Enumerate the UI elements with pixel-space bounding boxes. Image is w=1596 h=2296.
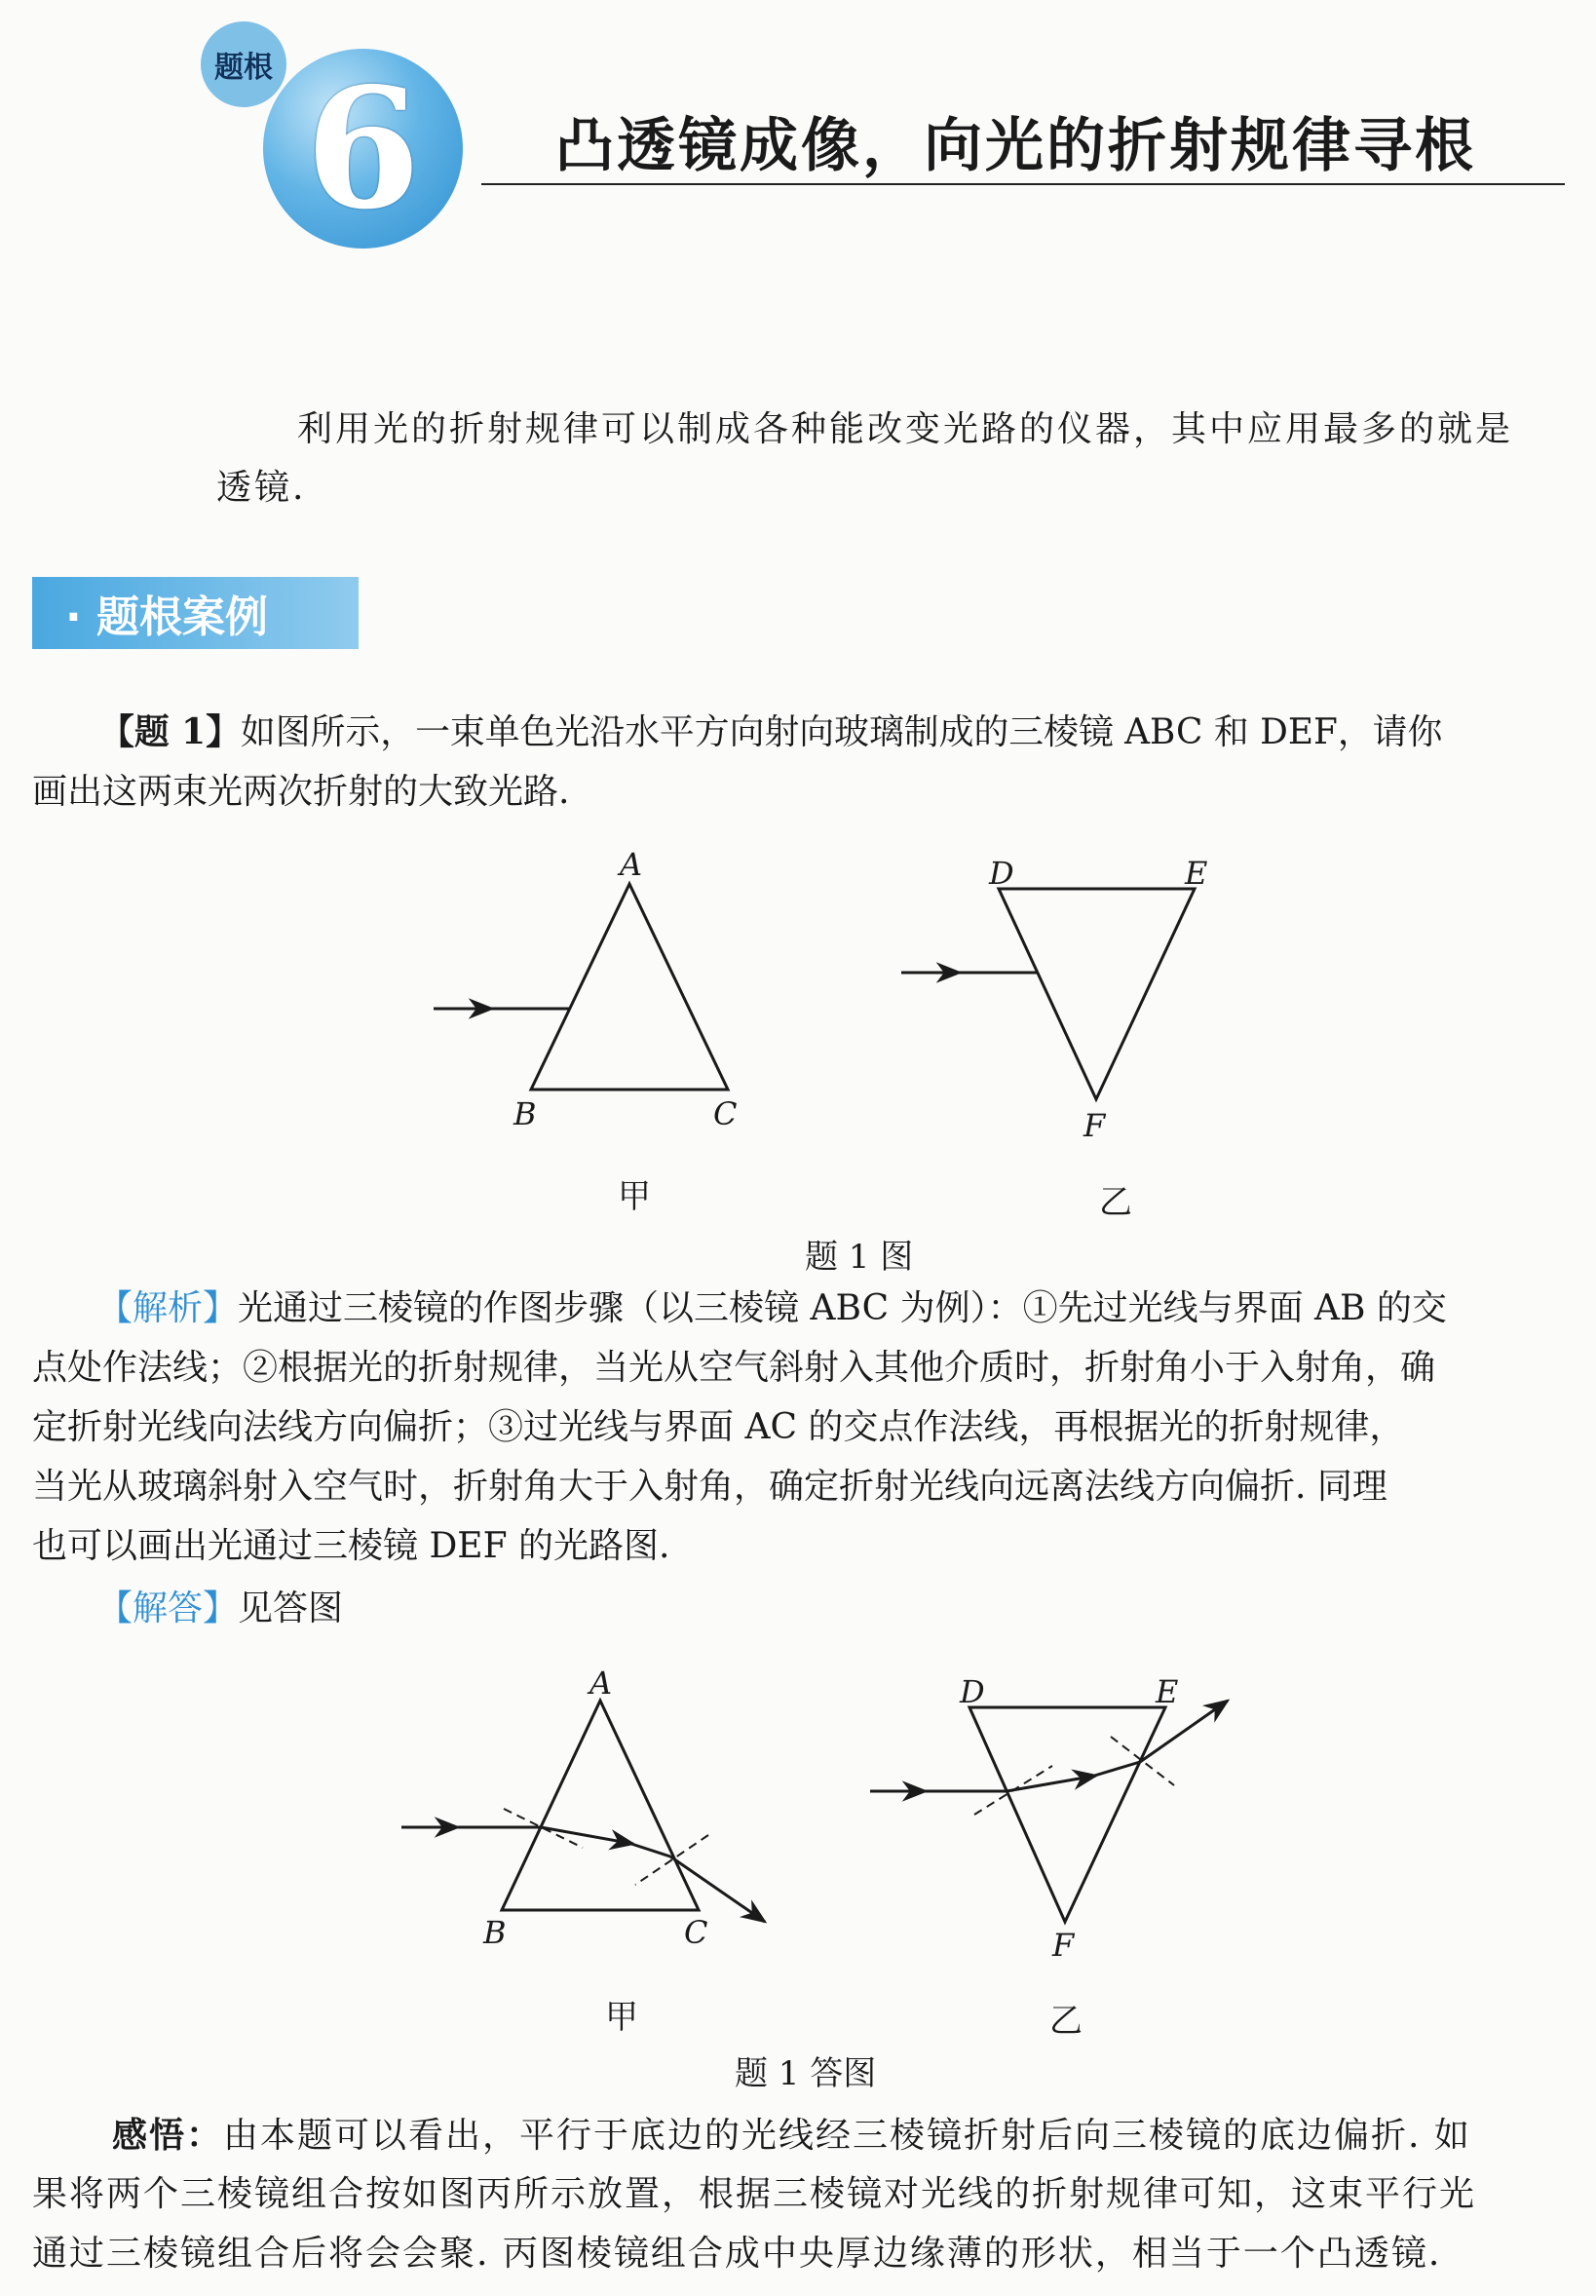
fig2-label-d: D	[960, 1673, 985, 1710]
problem-text-1: 如图所示，一束单色光沿水平方向射向玻璃制成的三棱镜 ABC 和 DEF，请你	[240, 712, 1443, 752]
section-label: · 题根案例	[65, 593, 269, 642]
chapter-number: 6	[305, 51, 421, 247]
fig2-label-f: F	[1052, 1927, 1075, 1964]
fig2-sub-right: 乙	[1049, 2002, 1083, 2041]
prism-def	[999, 889, 1195, 1099]
fig1-sub-left: 甲	[618, 1177, 651, 1216]
fig2-sub-left: 甲	[605, 1998, 638, 2037]
fig2-label-b: B	[483, 1914, 507, 1951]
problem-tag: 【题 1】	[99, 711, 241, 752]
insight-tag: 感悟：	[112, 2115, 224, 2156]
insight-line-1	[112, 2105, 1471, 2166]
problem-line-2: 画出这两束光两次折射的大致光路.	[32, 772, 570, 812]
analysis-line-3: 定折射光线向法线方向偏折；③过光线与界面 AC 的交点作法线，再根据光的折射规律，	[32, 1407, 1405, 1447]
answer-prism-def	[969, 1707, 1165, 1922]
fig1-label-e: E	[1185, 855, 1208, 892]
prism-abc	[531, 884, 728, 1090]
fig2-label-c: C	[684, 1914, 708, 1951]
answer-tag: 【解答】	[97, 1588, 239, 1628]
analysis-line-2: 点处作法线；②根据光的折射规律，当光从空气斜射入其他介质时，折射角小于入射角，确	[32, 1348, 1436, 1388]
fig2-caption: 题 1 答图	[735, 2054, 877, 2093]
answer-line	[97, 1579, 343, 1639]
fig2-label-e: E	[1156, 1673, 1179, 1710]
fig1-caption: 题 1 图	[805, 1238, 914, 1277]
analysis-line-1	[97, 1279, 1447, 1339]
fig1-label-a: A	[620, 846, 643, 883]
fig1-label-b: B	[513, 1095, 537, 1132]
insight-line-2: 果将两个三棱镜组合按如图丙所示放置，根据三棱镜对光线的折射规律可知，这束平行光	[32, 2174, 1477, 2214]
insight-text-1: 由本题可以看出，平行于底边的光线经三棱镜折射后向三棱镜的底边偏折. 如	[223, 2116, 1471, 2156]
answer-text: 见答图	[238, 1588, 344, 1628]
analysis-line-4: 当光从玻璃斜射入空气时，折射角大于入射角，确定折射光线向远离法线方向偏折. 同理	[32, 1467, 1387, 1507]
answer-prism-abc	[502, 1701, 699, 1910]
fig1-label-f: F	[1083, 1107, 1106, 1144]
analysis-tag: 【解析】	[97, 1288, 239, 1328]
answer-refracted-ray-def-arrow	[1007, 1776, 1096, 1791]
answer-refracted-ray-abc	[628, 1843, 670, 1856]
fig1-label-c: C	[713, 1095, 738, 1132]
intro-line-1: 利用光的折射规律可以制成各种能改变光路的仪器，其中应用最多的就是	[297, 409, 1514, 449]
fig1-label-d: D	[989, 855, 1014, 892]
fig2-label-a: A	[589, 1665, 613, 1702]
answer-refracted-ray-abc-arrow	[541, 1827, 633, 1844]
analysis-line-5: 也可以画出光通过三棱镜 DEF 的光路图.	[32, 1526, 670, 1566]
analysis-text-1: 光通过三棱镜的作图步骤（以三棱镜 ABC 为例）：①先过光线与界面 AB 的交	[238, 1288, 1447, 1328]
answer-emergent-ray-abc	[670, 1856, 765, 1922]
insight-line-3: 通过三棱镜组合后将会会聚. 丙图棱镜组合成中央厚边缘薄的形状，相当于一个凸透镜.	[32, 2234, 1442, 2274]
chapter-label: 题根	[214, 51, 273, 85]
fig1-sub-right: 乙	[1099, 1183, 1132, 1222]
intro-line-2: 透镜.	[216, 468, 307, 508]
answer-normal-ac	[635, 1835, 708, 1885]
page-title: 凸透镜成像，向光的折射规律寻根	[555, 112, 1476, 180]
